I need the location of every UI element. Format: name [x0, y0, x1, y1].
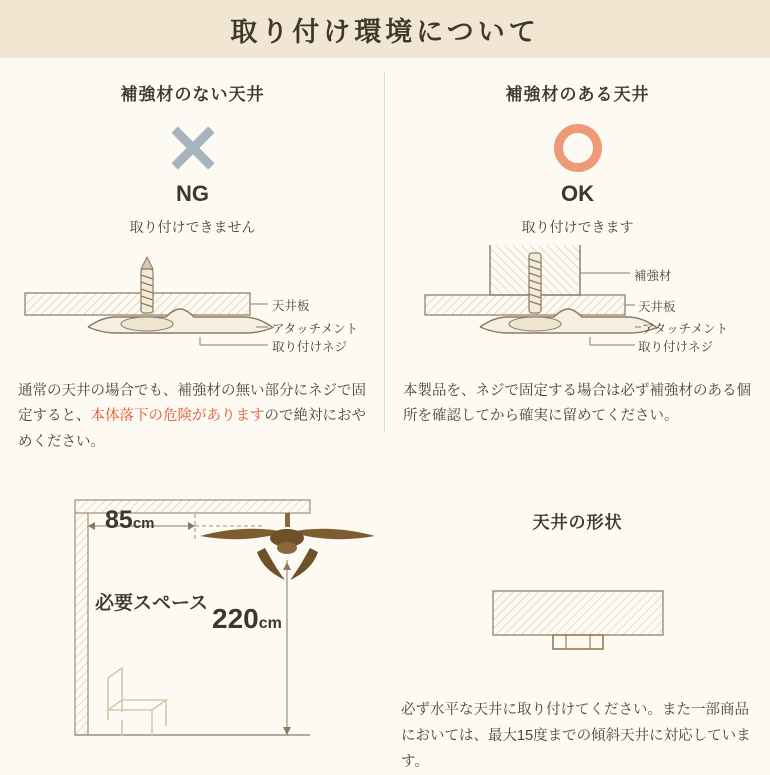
ceiling-shape-svg [385, 533, 770, 683]
required-space-svg [0, 478, 385, 770]
left-judge-label: NG [176, 181, 209, 206]
ceiling-shape-text: 必ず水平な天井に取り付けてください。また一部商品においては、最大15度までの傾斜天井に対応しています。 [401, 702, 751, 771]
right-judge-note: 取り付けできます [521, 219, 634, 235]
x-mark-icon [170, 125, 216, 171]
left-ceiling-diagram-svg [0, 245, 385, 375]
left-label-ceiling-board: 天井板 [272, 299, 310, 313]
page-title: 取り付け環境について [230, 16, 540, 47]
dimension-width-unit: cm [132, 515, 155, 532]
left-body-part1: 通常の天井の場合でも、補強材の無い部分にネジで固定すると、 [18, 383, 366, 425]
left-diagram [0, 245, 385, 375]
required-space-caption: 必要スペース [95, 593, 209, 614]
right-label-screw: 取り付けネジ [638, 340, 714, 354]
left-mark-wrap [0, 117, 385, 179]
left-body-danger: 本体落下の危険があります [90, 408, 265, 425]
section-required-space [0, 478, 385, 770]
left-sub-title: 補強材のない天井 [120, 85, 265, 104]
right-body-text: 本製品を、ネジで固定する場合は必ず補強材のある個所を確認してから確実に留めてください。 [403, 383, 751, 425]
right-label-reinforcement: 補強材 [634, 269, 672, 283]
right-sub-title: 補強材のある天井 [505, 85, 650, 104]
section-ceiling-shape [385, 478, 770, 770]
o-mark-icon [554, 124, 602, 172]
ceiling-shape-title: 天井の形状 [532, 513, 623, 532]
section-with-reinforcement [385, 58, 770, 478]
header [0, 0, 770, 58]
dimension-width-value: 85 [105, 506, 133, 534]
left-judge-note: 取り付けできません [129, 219, 256, 235]
dimension-height-value: 220 [212, 603, 259, 634]
right-ceiling-diagram-svg [385, 245, 770, 375]
right-label-ceiling-board: 天井板 [638, 300, 676, 314]
left-label-attachment: アタッチメント [272, 322, 359, 336]
dimension-width [105, 506, 155, 535]
section-no-reinforcement [0, 58, 385, 478]
right-judge-label: OK [561, 181, 594, 206]
dimension-height-unit: cm [258, 615, 282, 632]
right-label-attachment: アタッチメント [642, 322, 729, 336]
left-body-part2: ので絶対におやめください。 [18, 408, 366, 450]
left-body-text [0, 379, 385, 455]
left-label-screw: 取り付けネジ [272, 340, 348, 354]
right-mark-wrap [385, 117, 770, 179]
dimension-height [212, 603, 282, 635]
right-diagram [385, 245, 770, 375]
